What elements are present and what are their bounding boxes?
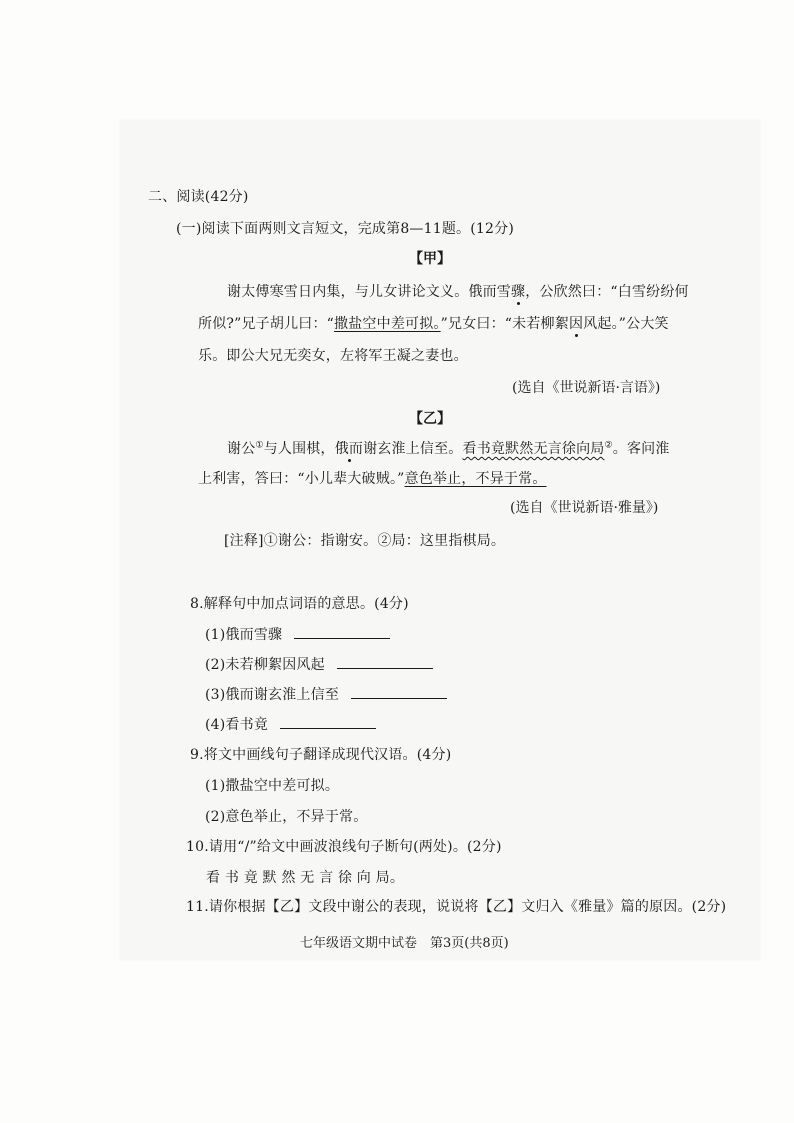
passage-yi-line2: 上利害，答曰：“小儿辈大破贼。”意色举止，不异于常。 [198, 471, 547, 487]
underlined-sentence: 撒盐空中差可拟。 [334, 316, 441, 332]
passage-yi-line1: 谢公①与人围棋，俄而谢玄淮上信至。看书竟默然无言徐向局②。客问淮 [227, 440, 670, 457]
passage-yi-heading: 【乙】 [409, 411, 451, 427]
answer-blank[interactable] [351, 684, 447, 699]
answer-blank[interactable] [337, 654, 433, 669]
question-8-item-3: (3)俄而谢玄淮上信至 [205, 684, 447, 704]
question-8-item-1: (1)俄而雪骤 [205, 624, 390, 644]
wavy-underlined-sentence: 看书竟默然无言徐向局 [462, 441, 605, 457]
passage-jia-line2: 所似?”兄子胡儿曰：“撒盐空中差可拟。”兄女曰：“未若柳絮因风起。”公大笑 [198, 316, 669, 332]
dotted-word: 因 [568, 316, 584, 332]
answer-blank[interactable] [280, 714, 376, 729]
answer-blank[interactable] [294, 624, 390, 639]
question-10-text: 看 书 竟 默 然 无 言 徐 向 局。 [206, 870, 405, 886]
dotted-word: 骤 [511, 284, 526, 300]
section-title: 二、阅读(42分) [148, 189, 249, 205]
question-10: 10.请用“/”给文中画波浪线句子断句(两处)。(2分) [186, 839, 502, 855]
passage-jia-line3: 乐。即公大兄无奕女，左将军王凝之妻也。 [198, 348, 468, 364]
underlined-sentence: 意色举止，不异于常。 [404, 471, 547, 487]
annotation-note: [注释]①谢公：指谢安。②局：这里指棋局。 [224, 533, 506, 549]
question-9-item-2: (2)意色举止，不异于常。 [205, 809, 368, 825]
dotted-word: 俄而 [334, 441, 364, 457]
passage-jia-source: (选自《世说新语·言语》) [512, 380, 661, 396]
question-9: 9.将文中画线句子翻译成现代汉语。(4分) [190, 747, 452, 763]
question-8: 8.解释句中加点词语的意思。(4分) [190, 596, 409, 612]
question-8-item-4: (4)看书竟 [205, 714, 376, 734]
passage-jia-line1: 谢太傅寒雪日内集，与儿女讲论文义。俄而雪骤，公欣然曰：“白雪纷纷何 [227, 284, 689, 300]
passage-jia-heading: 【甲】 [409, 251, 451, 267]
passage-yi-source: (选自《世说新语·雅量》) [510, 500, 659, 516]
part1-instruction: (一)阅读下面两则文言短文，完成第8—11题。(12分) [176, 221, 514, 237]
page-footer: 七年级语文期中试卷 第3页(共8页) [300, 936, 509, 951]
question-11: 11.请你根据【乙】文段中谢公的表现，说说将【乙】文归入《雅量》篇的原因。(2分) [186, 899, 727, 915]
question-8-item-2: (2)未若柳絮因风起 [205, 654, 433, 674]
question-9-item-1: (1)撒盐空中差可拟。 [205, 778, 340, 794]
